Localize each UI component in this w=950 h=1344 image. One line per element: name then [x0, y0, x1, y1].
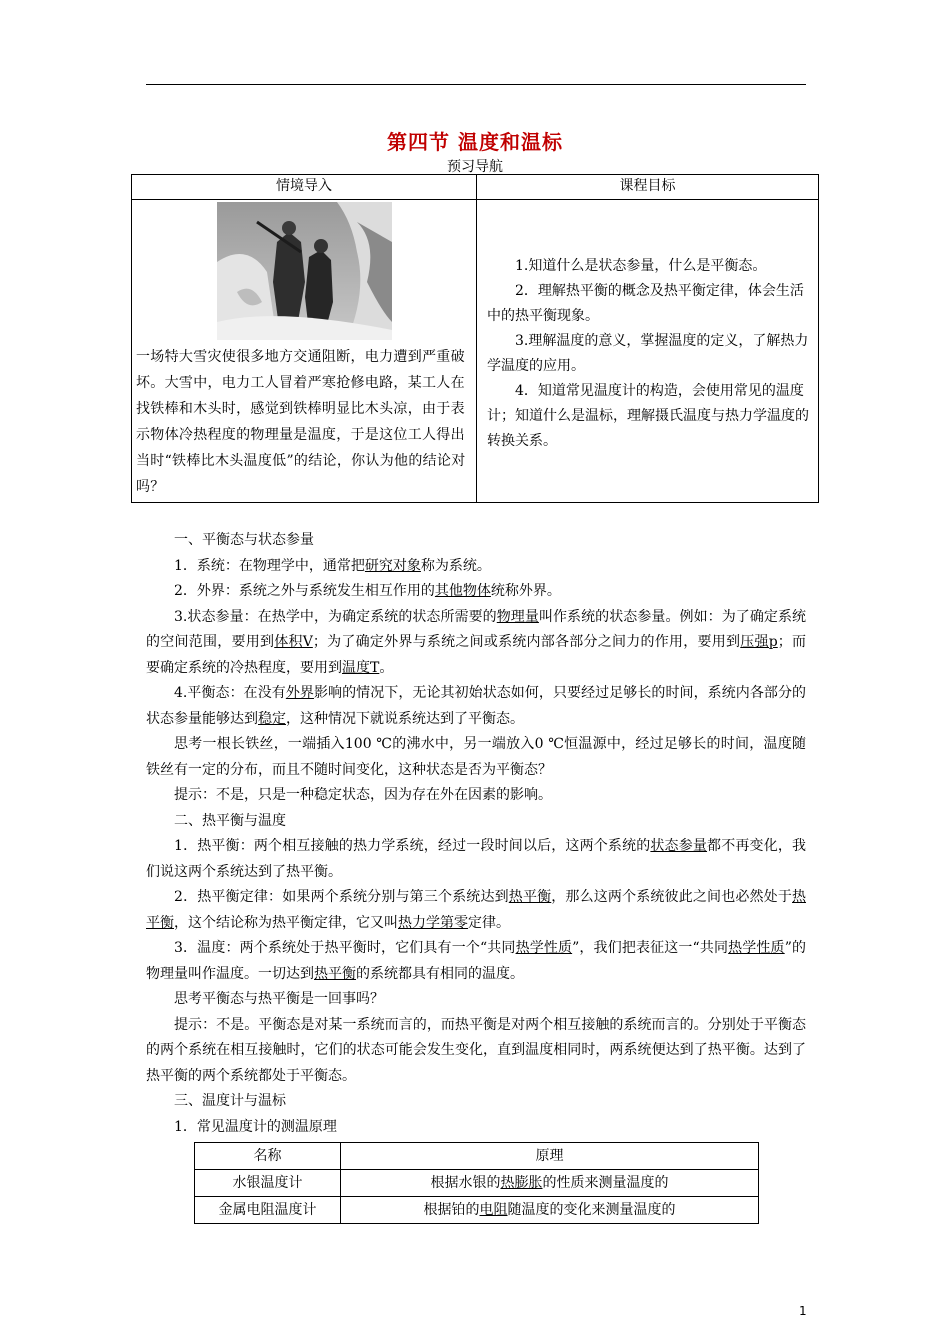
thermometer-table — [194, 1142, 759, 1224]
section-heading: 一、平衡态与状态参量 — [174, 532, 314, 548]
snow-repair-workers-photo — [217, 202, 392, 340]
page-subtitle: 预习导航 — [447, 159, 503, 175]
intro-table — [131, 174, 819, 503]
section-heading: 二、热平衡与温度 — [174, 812, 286, 829]
table-cell-principle: 根据水银的热膨胀的性质来测量温度的 — [341, 1170, 759, 1197]
page-number: 1 — [799, 1304, 807, 1318]
paragraph-state-parameters: 3.状态参量：在热学中，为确定系统的状态所需要的物理量叫作系统的状态参量。例如：为了确定系统的空间范围，要用到体积V；为了确定外界与系统之间或系统内部各部分之间力的作用，要用到压强p；而要确定系统的冷热程度，要用到温度T。 — [146, 608, 807, 676]
goal-item: 2．理解热平衡的概念及热平衡定律，体会生活中的热平衡现象。 — [487, 283, 804, 324]
goals-list — [477, 200, 818, 454]
main-content — [146, 528, 806, 1224]
intro-header-goals: 课程目标 — [477, 175, 819, 200]
table-cell-name: 水银温度计 — [195, 1170, 341, 1197]
table-header: 名称 — [195, 1143, 341, 1170]
paragraph-temperature: 3．温度：两个系统处于热平衡时，它们具有一个“共同热学性质”，我们把表征这一“共同热学性质”的物理量叫作温度。一切达到热平衡的系统都具有相同的温度。 — [146, 940, 806, 982]
paragraph-equilibrium: 4.平衡态：在没有外界影响的情况下，无论其初始状态如何，只要经过足够长的时间，系统内各部分的状态参量能够达到稳定，这种情况下就说系统达到了平衡态。 — [146, 685, 807, 727]
table-header: 原理 — [341, 1143, 759, 1170]
page-title: 第四节 温度和温标 — [387, 130, 563, 154]
paragraph-thermal-equilibrium: 1．热平衡：两个相互接触的热力学系统，经过一段时间以后，这两个系统的状态参量都不再变化，我们说这两个系统达到了热平衡。 — [146, 838, 807, 880]
table-row — [195, 1197, 759, 1224]
table-cell-principle: 根据铂的电阻随温度的变化来测量温度的 — [341, 1197, 759, 1224]
hint-answer: 提示：不是，只是一种稳定状态，因为存在外在因素的影响。 — [174, 787, 552, 803]
subheading-thermometers: 1．常见温度计的测温原理 — [174, 1118, 337, 1135]
goal-item: 4．知道常见温度计的构造，会使用常见的温度计；知道什么是温标，理解摄氏温度与热力学温度的转换关系。 — [487, 383, 809, 449]
paragraph-zeroth-law: 2．热平衡定律：如果两个系统分别与第三个系统达到热平衡，那么这两个系统彼此之间也必然处于热平衡，这个结论称为热平衡定律，它又叫热力学第零定律。 — [146, 889, 807, 931]
paragraph-surroundings: 2．外界：系统之外与系统发生相互作用的其他物体统称外界。 — [174, 583, 561, 599]
think-question: 思考一根长铁丝，一端插入100 ℃的沸水中，另一端放入0 ℃恒温源中，经过足够长的时间，温度随铁丝有一定的分布，而且不随时间变化，这种状态是否为平衡态？ — [146, 736, 806, 778]
table-cell-name: 金属电阻温度计 — [195, 1197, 341, 1224]
table-row — [195, 1170, 759, 1197]
hint-answer: 提示：不是。平衡态是对某一系统而言的，而热平衡是对两个相互接触的系统而言的。分别处于平衡态的两个系统在相互接触时，它们的状态可能会发生变化，直到温度相同时，两系统便达到了热平衡。达到了热平衡的两个系统都处于平衡态。 — [146, 1016, 806, 1084]
scenario-story: 一场特大雪灾使很多地方交通阻断，电力遭到严重破坏。大雪中，电力工人冒着严寒抢修电路，某工人在找铁棒和木头时，感觉到铁棒明显比木头凉，由于表示物体冷热程度的物理量是温度，于是这位工人得出当时“铁棒比木头温度低”的结论，你认为他的结论对吗？ — [136, 349, 466, 495]
section-heading: 三、温度计与温标 — [174, 1093, 286, 1109]
paragraph-system: 1．系统：在物理学中，通常把研究对象称为系统。 — [174, 557, 491, 574]
think-question: 思考平衡态与热平衡是一回事吗？ — [174, 991, 384, 1007]
goal-item: 1.知道什么是状态参量，什么是平衡态。 — [515, 258, 767, 274]
goal-item: 3.理解温度的意义，掌握温度的定义，了解热力学温度的应用。 — [487, 333, 809, 374]
intro-header-scenario: 情境导入 — [132, 175, 477, 200]
header-rule — [146, 84, 806, 85]
goals-cell — [477, 200, 819, 503]
scenario-cell — [132, 200, 477, 503]
